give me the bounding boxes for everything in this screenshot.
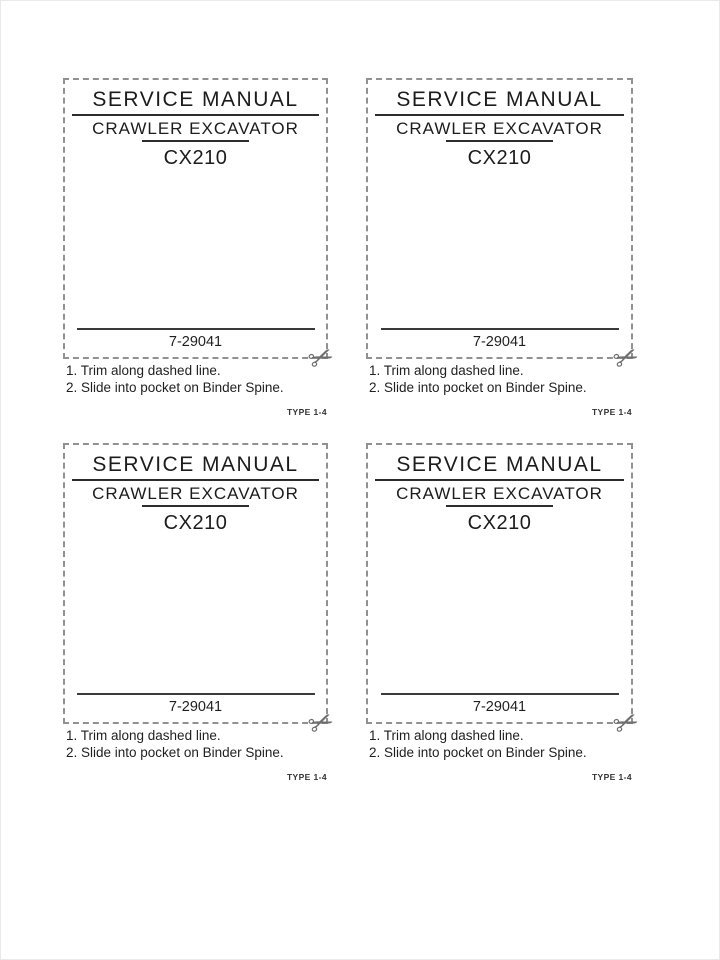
instruction-line: 1. Trim along dashed line. xyxy=(369,363,524,378)
card-cell-top-left xyxy=(63,78,340,443)
instruction-line: 2. Slide into pocket on Binder Spine. xyxy=(66,379,284,395)
instruction-line: 2. Slide into pocket on Binder Spine. xyxy=(369,744,587,760)
type-label: TYPE 1-4 xyxy=(591,407,632,417)
part-number: 7-29041 xyxy=(472,699,527,715)
part-number-rule xyxy=(381,693,619,695)
scissors-icon: ✂ xyxy=(608,337,645,380)
card-model-number: CX210 xyxy=(467,147,532,169)
type-label: TYPE 1-4 xyxy=(286,407,327,417)
title-underline xyxy=(375,479,624,481)
title-underline xyxy=(72,114,319,116)
card-subtitle: CRAWLER EXCAVATOR xyxy=(92,119,299,138)
trim-instructions xyxy=(366,728,633,761)
card-subtitle: CRAWLER EXCAVATOR xyxy=(396,484,603,503)
card-subtitle: CRAWLER EXCAVATOR xyxy=(396,119,603,138)
scissors-icon: ✂ xyxy=(303,702,340,745)
card-cell-bottom-right xyxy=(366,443,645,808)
card-title: SERVICE MANUAL xyxy=(396,88,603,111)
type-label: TYPE 1-4 xyxy=(591,772,632,782)
card-subtitle: CRAWLER EXCAVATOR xyxy=(92,484,299,503)
part-number-rule xyxy=(381,328,619,330)
instruction-line: 2. Slide into pocket on Binder Spine. xyxy=(369,379,587,395)
instruction-line: 1. Trim along dashed line. xyxy=(369,728,524,743)
instruction-line: 2. Slide into pocket on Binder Spine. xyxy=(66,744,284,760)
subtitle-underline xyxy=(142,140,249,142)
card-title: SERVICE MANUAL xyxy=(396,453,603,476)
card-title: SERVICE MANUAL xyxy=(92,453,299,476)
card-model-number: CX210 xyxy=(163,147,228,169)
title-underline xyxy=(375,114,624,116)
part-number: 7-29041 xyxy=(168,699,223,715)
instruction-line: 1. Trim along dashed line. xyxy=(66,728,221,743)
part-number: 7-29041 xyxy=(168,334,223,350)
card-cell-top-right xyxy=(366,78,645,443)
card-grid xyxy=(63,78,645,808)
part-number: 7-29041 xyxy=(472,334,527,350)
card-cell-bottom-left xyxy=(63,443,340,808)
trim-instructions xyxy=(366,363,633,396)
card-model-number: CX210 xyxy=(163,512,228,534)
instruction-line: 1. Trim along dashed line. xyxy=(66,363,221,378)
scissors-icon: ✂ xyxy=(608,702,645,745)
part-number-rule xyxy=(77,328,315,330)
subtitle-underline xyxy=(446,140,553,142)
scissors-icon: ✂ xyxy=(303,337,340,380)
card-title: SERVICE MANUAL xyxy=(92,88,299,111)
subtitle-underline xyxy=(446,505,553,507)
card-model-number: CX210 xyxy=(467,512,532,534)
trim-instructions xyxy=(63,728,328,761)
subtitle-underline xyxy=(142,505,249,507)
part-number-rule xyxy=(77,693,315,695)
title-underline xyxy=(72,479,319,481)
trim-instructions xyxy=(63,363,328,396)
type-label: TYPE 1-4 xyxy=(286,772,327,782)
